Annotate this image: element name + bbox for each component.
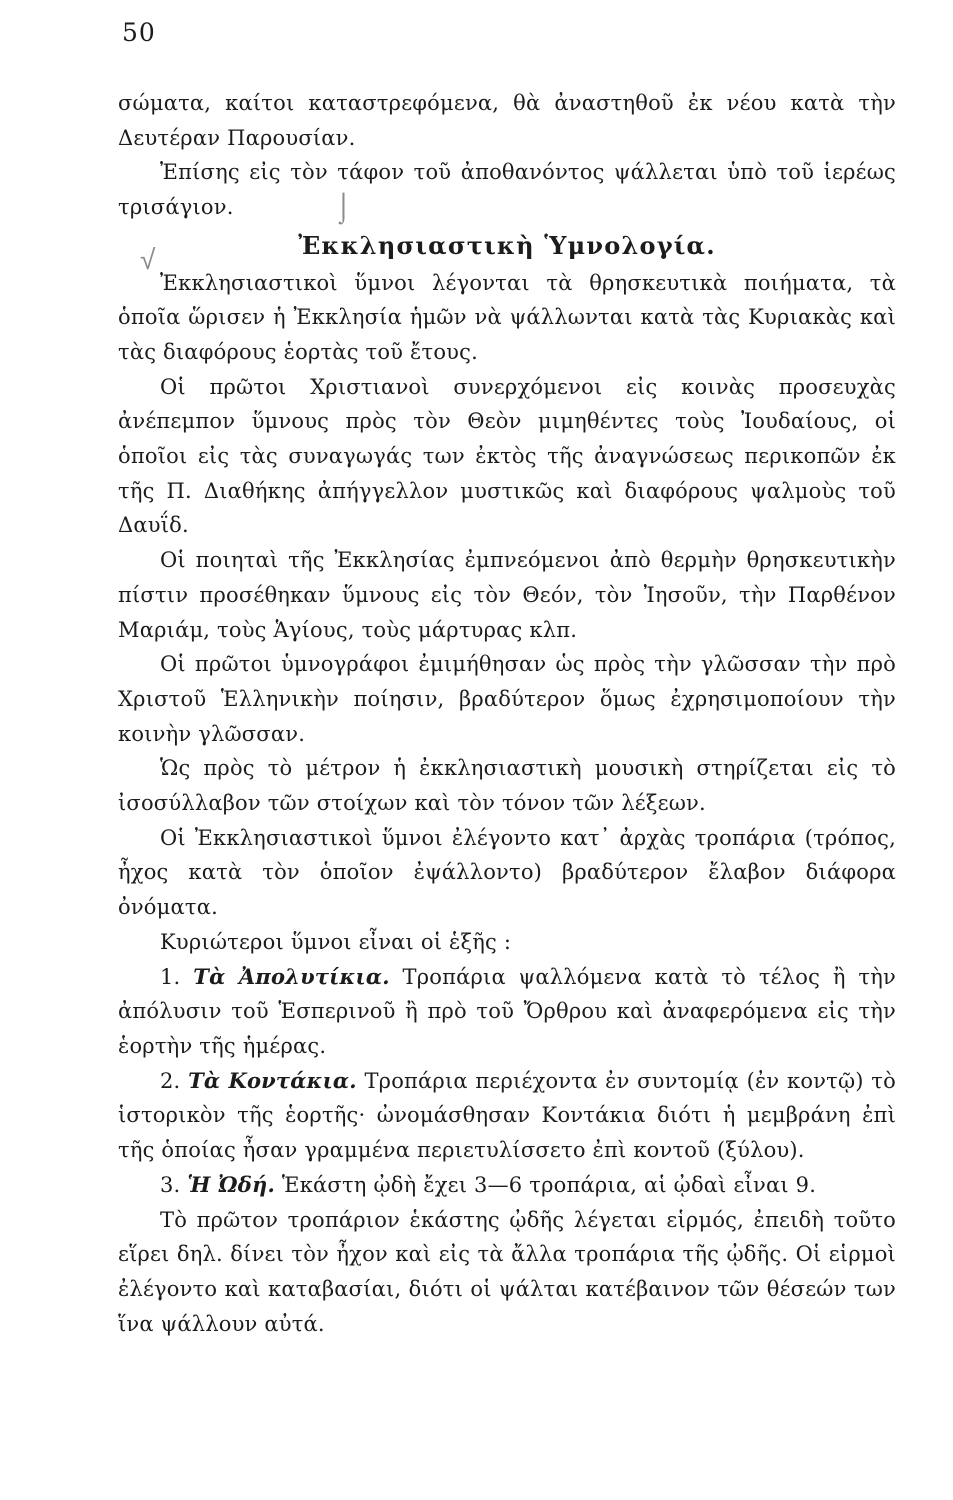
page-body — [118, 86, 896, 1341]
paragraph: Ἐπίσης εἰς τὸν τάφον τοῦ ἀποθανόντος ψάλλεται ὑπὸ τοῦ ἱερέως τρισάγιον. — [118, 160, 896, 220]
item-number: 1. — [160, 964, 181, 989]
paragraph: σώματα, καίτοι καταστρεφόμενα, θὰ ἀναστηθοῦ ἐκ νέου κατὰ τὴν Δευτέραν Παρουσίαν. — [118, 91, 896, 150]
item-number: 3. — [160, 1172, 181, 1197]
paragraph: Οἱ πρῶτοι ὑμνογράφοι ἐμιμήθησαν ὡς πρὸς τὴν γλῶσσαν τὴν πρὸ Χριστοῦ Ἑλληνικὴν ποίησιν, βραδύτερον ὅμως ἐχρησιμοποίουν τὴν κοινὴν γλῶσσαν. — [118, 652, 896, 746]
item-number: 2. — [160, 1068, 181, 1093]
section-heading: Ἐκκλησιαστικὴ Ὑμνολογία. — [298, 230, 716, 260]
paragraph: Κυριώτεροι ὕμνοι εἶναι οἱ ἑξῆς : — [160, 929, 512, 954]
paragraph: Οἱ Ἐκκλησιαστικοὶ ὕμνοι ἐλέγοντο κατ᾿ ἀρχὰς τροπάρια (τρόπος, ἦχος κατὰ τὸν ὁποῖον ἐψάλλοντο) βραδύτερον ἔλαβον διάφορα ὀνόματα. — [118, 825, 896, 920]
item-text: Τροπάρια περιέχοντα ἐν συντομίᾳ (ἐν κοντῷ) τὸ ἱστορικὸν τῆς ἑορτῆς· ὠνομάσθησαν Κοντάκια διότι ἡ μεμβράνη ἐπὶ τῆς ὁποίας ἦσαν γραμμένα περιετυλίσσετο ἐπὶ κοντοῦ (ξύλου). — [118, 1068, 896, 1163]
item-title: Τὰ Ἀπολυτίκια. — [193, 963, 390, 989]
list-item — [118, 960, 896, 1064]
paragraph: Ἐκκλησιαστικοὶ ὕμνοι λέγονται τὰ θρησκευτικὰ ποιήματα, τὰ ὁποῖα ὥρισεν ἡ Ἐκκλησία ἡμῶν νὰ ψάλλωνται κατὰ τὰς Κυριακὰς καὶ τὰς διαφόρους ἑορτὰς τοῦ ἔτους. — [118, 270, 896, 364]
pencil-check-icon: √ — [140, 243, 156, 276]
item-title: Τὰ Κοντάκια. — [188, 1067, 357, 1093]
paragraph: Οἱ πρῶτοι Χριστιανοὶ συνερχόμενοι εἰς κοινὰς προσευχὰς ἀνέπεμπον ὕμνους πρὸς τὸν Θεὸν μιμηθέντες τοὺς Ἰουδαίους, οἱ ὁποῖοι εἰς τὰς συναγωγάς των ἐκτὸς τῆς ἀναγνώσεως περικοπῶν ἐκ τῆς Π. Διαθήκης ἀπήγγελλον μυστικῶς καὶ διαφόρους ψαλμοὺς τοῦ Δαυΐδ. — [118, 374, 896, 538]
paragraph: Τὸ πρῶτον τροπάριον ἑκάστης ᾠδῆς λέγεται εἱρμός, ἐπειδὴ τοῦτο εἵρει δηλ. δίνει τὸν ἦχον καὶ εἰς τὰ ἄλλα τροπάρια τῆς ᾠδῆς. Οἱ εἱρμοὶ ἐλέγοντο καὶ καταβασίαι, διότι οἱ ψάλται κατέβαινον τῶν θέσεών των ἵνα ψάλλουν αὐτά. — [118, 1207, 896, 1336]
paragraph: Ὡς πρὸς τὸ μέτρον ἡ ἐκκλησιαστικὴ μουσικὴ στηρίζεται εἰς τὸ ἰσοσύλλαβον τῶν στοίχων καὶ τὸν τόνον τῶν λέξεων. — [118, 756, 896, 816]
item-title: Ἡ Ὠδή. — [187, 1171, 275, 1197]
list-item — [118, 1168, 896, 1203]
paragraph: Οἱ ποιηταὶ τῆς Ἐκκλησίας ἐμπνεόμενοι ἀπὸ θερμὴν θρησκευτικὴν πίστιν προσέθηκαν ὕμνους εἰς τὸν Θεόν, τὸν Ἰησοῦν, τὴν Παρθένον Μαριάμ, τοὺς Ἁγίους, τοὺς μάρτυρας κλπ. — [118, 548, 896, 642]
item-text: Τροπάρια ψαλλόμενα κατὰ τὸ τέλος ἢ τὴν ἀπόλυσιν τοῦ Ἑσπερινοῦ ἢ πρὸ τοῦ Ὄρθρου καὶ ἀναφερόμενα εἰς τὴν ἑορτὴν τῆς ἡμέρας. — [118, 964, 896, 1058]
item-text: Ἑκάστη ᾠδὴ ἔχει 3—6 τροπάρια, αἱ ᾠδαὶ εἶναι 9. — [281, 1172, 817, 1197]
list-item — [118, 1064, 896, 1168]
pencil-mark-icon: ⌡ — [335, 190, 352, 223]
page-number: 50 — [122, 18, 156, 47]
